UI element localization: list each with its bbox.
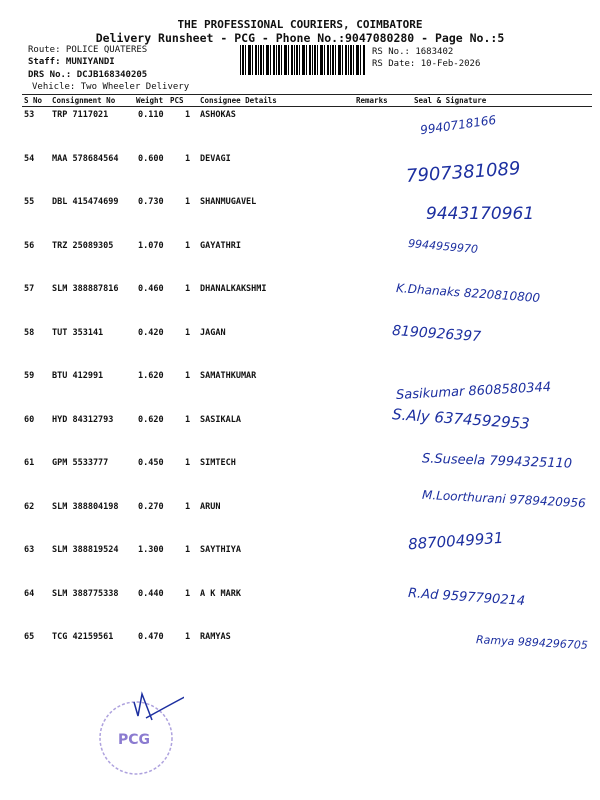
row-consignee: SASIKALA bbox=[200, 414, 241, 425]
barcode-bar bbox=[306, 45, 307, 75]
row-sno: 53 bbox=[24, 110, 35, 120]
row-consignment-no: TUT 353141 bbox=[52, 327, 104, 338]
row-pcs: 1 bbox=[185, 327, 191, 338]
row-pcs: 1 bbox=[185, 110, 191, 120]
row-weight: 0.440 bbox=[138, 588, 164, 599]
row-weight: 1.300 bbox=[138, 545, 164, 555]
row-consignment-no: HYD 84312793 bbox=[52, 414, 114, 425]
row-sno: 54 bbox=[24, 153, 35, 164]
row-pcs: 1 bbox=[185, 371, 191, 381]
barcode-bar bbox=[317, 45, 318, 75]
barcode-bar bbox=[309, 45, 311, 75]
row-sno: 62 bbox=[24, 501, 35, 512]
barcode-bar bbox=[252, 45, 253, 75]
handwritten-signature: 9940718166 bbox=[419, 112, 497, 138]
barcode-bar bbox=[348, 45, 349, 75]
pcg-stamp bbox=[92, 688, 184, 780]
header-bottom-rule bbox=[22, 106, 592, 107]
row-sno: 58 bbox=[24, 327, 35, 338]
barcode-bar bbox=[240, 45, 241, 75]
row-consignee: DEVAGI bbox=[200, 153, 231, 164]
row-sno: 55 bbox=[24, 197, 35, 207]
row-sno: 59 bbox=[24, 371, 35, 381]
row-consignee: SIMTECH bbox=[200, 458, 236, 468]
row-pcs: 1 bbox=[185, 632, 191, 642]
row-consignment-no: MAA 578684564 bbox=[52, 153, 119, 164]
handwritten-signature: S.Aly 6374592953 bbox=[391, 405, 531, 433]
barcode-bar bbox=[260, 45, 262, 75]
handwritten-signature: 8870049931 bbox=[407, 528, 504, 554]
handwritten-signature: M.Loorthurani 9789420956 bbox=[421, 487, 587, 511]
row-pcs: 1 bbox=[185, 501, 191, 512]
handwritten-signature: 7907381089 bbox=[405, 158, 522, 187]
row-consignee: ASHOKAS bbox=[200, 110, 236, 120]
row-weight: 0.470 bbox=[138, 632, 164, 642]
barcode-bar bbox=[332, 45, 334, 75]
barcode-bar bbox=[273, 45, 275, 75]
row-weight: 1.620 bbox=[138, 371, 164, 381]
row-pcs: 1 bbox=[185, 240, 191, 251]
row-weight: 0.420 bbox=[138, 327, 164, 338]
barcode-bar bbox=[242, 45, 244, 75]
barcode-bar bbox=[345, 45, 347, 75]
row-consignment-no: DBL 415474699 bbox=[52, 197, 119, 207]
row-pcs: 1 bbox=[185, 153, 191, 164]
row-consignment-no: SLM 388804198 bbox=[52, 501, 119, 512]
col-header-consignee: Consignee Details bbox=[200, 96, 277, 105]
rs-date: RS Date: 10-Feb-2026 bbox=[372, 59, 481, 69]
row-consignee: SAYTHIYA bbox=[200, 545, 241, 555]
row-sno: 61 bbox=[24, 458, 35, 468]
row-sno: 57 bbox=[24, 284, 35, 294]
barcode-bar bbox=[266, 45, 269, 75]
table-row bbox=[0, 545, 600, 559]
row-sno: 64 bbox=[24, 588, 35, 599]
barcode-bar bbox=[342, 45, 343, 75]
barcode-bar bbox=[248, 45, 251, 75]
row-consignee: ARUN bbox=[200, 501, 221, 512]
row-weight: 0.620 bbox=[138, 414, 164, 425]
barcode-bar bbox=[299, 45, 300, 75]
col-header-consignment: Consignment No bbox=[52, 96, 116, 105]
row-weight: 0.730 bbox=[138, 197, 164, 207]
row-weight: 1.070 bbox=[138, 240, 164, 251]
barcode-bar bbox=[338, 45, 341, 75]
row-pcs: 1 bbox=[185, 414, 191, 425]
row-consignee: GAYATHRI bbox=[200, 240, 241, 251]
handwritten-signature: Sasikumar 8608580344 bbox=[395, 379, 552, 404]
col-header-sno: S No bbox=[24, 96, 43, 105]
row-consignee: JAGAN bbox=[200, 327, 226, 338]
barcode-bar bbox=[360, 45, 361, 75]
row-consignee: DHANALKAKSHMI bbox=[200, 284, 267, 294]
row-weight: 0.450 bbox=[138, 458, 164, 468]
row-pcs: 1 bbox=[185, 284, 191, 294]
barcode-bar bbox=[278, 45, 280, 75]
table-row bbox=[0, 110, 600, 124]
row-consignee: RAMYAS bbox=[200, 632, 231, 642]
row-weight: 0.600 bbox=[138, 153, 164, 164]
handwritten-signature: S.Suseela 7994325110 bbox=[421, 451, 573, 472]
barcode-bar bbox=[314, 45, 316, 75]
vehicle-label: Vehicle: Two Wheeler Delivery bbox=[32, 82, 190, 92]
handwritten-signature: R.Ad 9597790214 bbox=[407, 585, 526, 610]
row-consignment-no: TRP 7117021 bbox=[52, 110, 109, 120]
row-weight: 0.460 bbox=[138, 284, 164, 294]
barcode-bar bbox=[296, 45, 298, 75]
barcode-bar bbox=[245, 45, 246, 75]
barcode-bar bbox=[288, 45, 289, 75]
table-row bbox=[0, 241, 600, 255]
row-consignment-no: TCG 42159561 bbox=[52, 632, 114, 642]
row-consignee: A K MARK bbox=[200, 588, 241, 599]
barcode-bar bbox=[356, 45, 359, 75]
stamp-text: PCG bbox=[118, 732, 151, 748]
barcode-bar bbox=[330, 45, 331, 75]
handwritten-signature: 9944959970 bbox=[407, 236, 479, 257]
row-sno: 65 bbox=[24, 632, 35, 642]
barcode-bar bbox=[263, 45, 264, 75]
barcode-bar bbox=[258, 45, 259, 75]
row-consignee: SAMATHKUMAR bbox=[200, 371, 257, 381]
barcode-bar bbox=[327, 45, 329, 75]
row-consignment-no: BTU 412991 bbox=[52, 371, 104, 381]
barcode-bar bbox=[276, 45, 277, 75]
col-header-seal: Seal & Signature bbox=[414, 96, 487, 105]
barcode-bar bbox=[270, 45, 271, 75]
barcode-bar bbox=[284, 45, 287, 75]
col-header-pcs: PCS bbox=[170, 96, 184, 105]
staff-label: Staff: MUNIYANDI bbox=[28, 57, 115, 67]
row-pcs: 1 bbox=[185, 458, 191, 468]
runsheet-title: Delivery Runsheet - PCG - Phone No.:9047080280 - Page No.:5 bbox=[95, 31, 505, 45]
drs-number: DRS No.: DCJB168340205 bbox=[28, 70, 148, 80]
row-consignee: SHANMUGAVEL bbox=[200, 197, 257, 207]
barcode-bar bbox=[312, 45, 313, 75]
company-title: THE PROFESSIONAL COURIERS, COIMBATORE bbox=[177, 18, 423, 31]
row-consignment-no: SLM 388887816 bbox=[52, 284, 119, 294]
route-label: Route: POLICE QUATERES bbox=[28, 45, 148, 55]
barcode-bar bbox=[350, 45, 352, 75]
rs-number: RS No.: 1683402 bbox=[372, 47, 454, 57]
handwritten-signature: K.Dhanaks 8220810800 bbox=[395, 280, 541, 306]
barcode-bar bbox=[353, 45, 354, 75]
handwritten-signature: Ramya 9894296705 bbox=[475, 633, 589, 652]
header-top-rule bbox=[22, 94, 592, 95]
row-weight: 0.270 bbox=[138, 501, 164, 512]
barcode-bar bbox=[335, 45, 336, 75]
row-consignment-no: SLM 388819524 bbox=[52, 545, 119, 555]
row-pcs: 1 bbox=[185, 545, 191, 555]
row-sno: 60 bbox=[24, 414, 35, 425]
barcode-bar bbox=[320, 45, 323, 75]
table-row bbox=[0, 328, 600, 342]
barcode-bar bbox=[363, 45, 365, 75]
barcode-bar bbox=[302, 45, 305, 75]
row-sno: 56 bbox=[24, 240, 35, 251]
col-header-remarks: Remarks bbox=[356, 96, 388, 105]
row-consignment-no: SLM 388775338 bbox=[52, 588, 119, 599]
row-weight: 0.110 bbox=[138, 110, 164, 120]
row-consignment-no: TRZ 25089305 bbox=[52, 240, 114, 251]
handwritten-signature: 9443170961 bbox=[426, 204, 535, 224]
barcode-bar bbox=[294, 45, 295, 75]
barcode-bar bbox=[281, 45, 282, 75]
col-header-weight: Weight bbox=[136, 96, 164, 105]
barcode-bar bbox=[255, 45, 257, 75]
row-sno: 63 bbox=[24, 545, 35, 555]
barcode-bar bbox=[324, 45, 325, 75]
row-consignment-no: GPM 5533777 bbox=[52, 458, 109, 468]
barcode-bar bbox=[291, 45, 293, 75]
row-pcs: 1 bbox=[185, 197, 191, 207]
row-pcs: 1 bbox=[185, 588, 191, 599]
barcode-image bbox=[240, 45, 368, 75]
handwritten-signature: 8190926397 bbox=[391, 322, 482, 346]
